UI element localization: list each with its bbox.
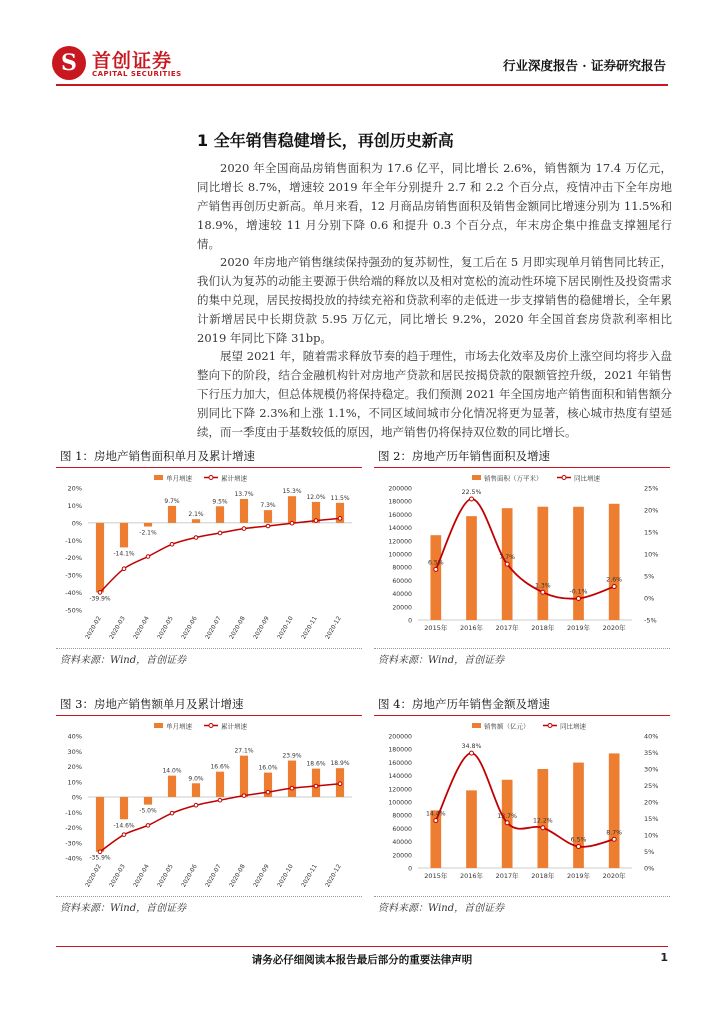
figure-2-source: 资料来源：Wind，首创证券 <box>378 655 505 666</box>
x-tick-label: 2019年 <box>566 624 591 632</box>
line-value-label: 1.3% <box>534 582 551 590</box>
bar-value-label: -14.6% <box>113 822 135 830</box>
x-tick-label: 2020-11 <box>300 615 319 641</box>
x-tick-label: 2016年 <box>459 624 484 632</box>
bar <box>216 772 224 797</box>
y2-tick-label: 40% <box>644 732 659 741</box>
legend-bar-swatch <box>154 475 163 480</box>
bar <box>466 790 477 868</box>
y-tick-label: 10% <box>67 501 82 510</box>
bar-value-label: 12.0% <box>306 493 326 501</box>
x-tick-label: 2020-06 <box>180 863 199 889</box>
y-tick-label: 10% <box>67 778 82 787</box>
y-tick-label: 140000 <box>388 525 412 533</box>
x-tick-label: 2020-10 <box>276 863 295 889</box>
y2-tick-label: 25% <box>644 782 659 790</box>
figure-4-title: 图 4：房地产历年销售金额及增速 <box>378 697 550 711</box>
x-tick-label: 2020-10 <box>276 615 295 641</box>
y2-tick-label: 15% <box>644 528 659 537</box>
figure-3-source: 资料来源：Wind，首创证券 <box>60 903 187 914</box>
paragraph-text: 2020 年全国商品房销售面积为 17.6 亿平，同比增长 2.6%，销售额为 17.4 万亿元，同比增长 8.7%，增速较 2019 年全年分别提升 2.7 和 2.2 个百分点，疫情冲击下全年房地产销售再创历史新高。单月来看，12 月商品房销售面积及销售金额同比增速分别为 11.5%和 18.9%，增速较 11 月分别下降 0.6 和提升 0.3 个百分点，年末房企集中推盘支撑翘尾行情。 <box>197 161 672 251</box>
y-tick-label: -40% <box>65 589 82 598</box>
y2-tick-label: -5% <box>644 616 657 625</box>
bar-value-label: 13.7% <box>234 490 254 498</box>
logo-mark-icon: S <box>52 46 86 80</box>
y-tick-label: -20% <box>65 824 82 832</box>
figure-2-title: 图 2：房地产历年销售面积及增速 <box>378 449 550 463</box>
y2-tick-label: 10% <box>644 550 659 559</box>
bar-value-label: 11.5% <box>330 494 350 502</box>
body-paragraph-2 <box>197 253 672 348</box>
bar <box>96 797 104 852</box>
bar-value-label: -14.1% <box>113 550 135 558</box>
bar-value-label: 7.3% <box>260 502 276 510</box>
y-tick-label: 80000 <box>392 564 412 572</box>
y-tick-label: 30% <box>67 747 82 756</box>
figure-4-source-rule <box>374 896 670 897</box>
y-tick-label: -10% <box>65 808 82 817</box>
bar <box>312 769 320 797</box>
x-tick-label: 2020-04 <box>132 863 151 889</box>
x-tick-label: 2020-07 <box>204 615 223 641</box>
x-tick-label: 2017年 <box>495 872 519 880</box>
bar-value-label: 16.6% <box>210 763 230 771</box>
legend-line-marker <box>562 476 566 480</box>
line-point <box>194 536 198 540</box>
bar-value-label: -2.1% <box>139 529 157 537</box>
line-point <box>290 521 294 525</box>
line-point <box>338 782 342 786</box>
line-point <box>98 850 102 854</box>
legend-bar-label: 单月增速 <box>166 474 192 483</box>
report-type-label: 行业深度报告 · 证券研究报告 <box>502 58 666 73</box>
x-tick-label: 2020-03 <box>108 863 127 889</box>
line-point <box>218 531 222 535</box>
y-tick-label: 60000 <box>392 577 412 585</box>
bar <box>609 753 620 868</box>
paragraph-text: 展望 2021 年，随着需求释放节奏的趋于理性，市场去化效率及房价上涨空间均将步入盘整向下的阶段，结合金融机构针对房地产贷款和居民按揭贷款的限额管控升级，2021 年销售下行压力加大，但总体规模仍将保持稳定。我们预测 2021 年全国房地产销售面积和销售额分别同比下降 2.3%和上涨 1.1%，不同区域间城市分化情况将更为显著，核心城市热度有望延续，而一季度由于基数较低的原因，地产销售仍将保持双位数的同比增长。 <box>197 349 672 439</box>
legal-disclaimer: 请务必仔细阅读本报告最后部分的重要法律声明 <box>251 954 473 966</box>
bar-value-label: 2.1% <box>188 511 204 519</box>
line-point <box>612 837 616 841</box>
bar <box>96 523 104 593</box>
growth-line <box>436 499 614 599</box>
y-tick-label: -30% <box>65 571 82 580</box>
legend-line-marker <box>209 476 213 480</box>
footer-divider <box>56 946 668 947</box>
x-tick-label: 2015年 <box>424 624 448 632</box>
x-tick-label: 2020-07 <box>204 863 223 889</box>
logo-chinese-name: 首创证券 <box>92 50 173 72</box>
body-paragraph-1 <box>197 159 672 254</box>
bar-value-label: 15.3% <box>282 488 302 496</box>
bar <box>573 507 584 620</box>
legend-line-marker <box>209 724 213 728</box>
line-point <box>266 524 270 528</box>
figure-2-source-rule <box>374 648 670 649</box>
figure-1-source-rule <box>56 648 362 649</box>
y-tick-label: 80000 <box>392 812 412 820</box>
line-point <box>470 751 474 755</box>
bar <box>168 776 176 797</box>
y2-tick-label: 0% <box>644 864 655 873</box>
y-tick-label: 20000 <box>392 604 412 612</box>
y-tick-label: 20% <box>67 763 82 771</box>
y2-tick-label: 20% <box>644 506 659 515</box>
figure-3-source-rule <box>56 896 362 897</box>
x-tick-label: 2020-08 <box>228 863 247 889</box>
y-tick-label: 60000 <box>392 825 412 833</box>
bar-value-label: 14.0% <box>162 767 182 775</box>
x-tick-label: 2015年 <box>424 872 448 880</box>
bar <box>264 510 272 523</box>
page-footer <box>0 940 724 970</box>
line-value-label: 22.5% <box>461 489 482 496</box>
x-tick-label: 2018年 <box>531 872 555 880</box>
y-tick-label: 0 <box>408 865 412 873</box>
y-tick-label: 40% <box>67 732 82 741</box>
bar-value-label: 23.9% <box>282 752 302 760</box>
y-tick-label: 200000 <box>388 733 412 741</box>
bar <box>168 506 176 523</box>
figure-1-title: 图 1：房地产销售面积单月及累计增速 <box>60 449 255 463</box>
bar <box>120 523 128 548</box>
y2-tick-label: 10% <box>644 831 659 840</box>
bar-value-label: 9.5% <box>212 498 228 506</box>
line-point <box>242 527 246 531</box>
company-logo <box>52 44 202 84</box>
x-tick-label: 2020年 <box>602 872 626 880</box>
bar <box>430 535 441 620</box>
x-tick-label: 2020-02 <box>84 863 103 889</box>
figure-4-top-rule <box>374 715 670 716</box>
legend-line-marker <box>548 724 552 728</box>
y-tick-label: -30% <box>65 839 82 848</box>
y2-tick-label: 15% <box>644 815 659 823</box>
paragraph-text: 2020 年房地产销售继续保持强劲的复苏韧性，复工后在 5 月即实现单月销售同比转正，我们认为复苏的动能主要源于供给端的释放以及相对宽松的流动性环境下居民刚性及投资需求的集中兑现，居民按揭投放的持续充裕和贷款利率的走低进一步支撑销售的稳健增长，全年累计新增居民中长期贷款 5.95 万亿元，同比增长 9.2%，2020 年全国首套房贷款利率相比 2019 年同比下降 31bp。 <box>197 255 672 345</box>
y-tick-label: 160000 <box>388 511 412 519</box>
bar <box>144 797 152 805</box>
line-point <box>434 567 438 571</box>
line-point <box>314 784 318 788</box>
bar-value-label: 9.0% <box>188 775 204 783</box>
legend-bar-label: 销售面积（万平米） <box>484 474 543 483</box>
line-point <box>242 794 246 798</box>
y-tick-label: 20% <box>67 484 82 493</box>
y-tick-label: 20000 <box>392 852 412 860</box>
y-tick-label: 100000 <box>388 799 412 807</box>
y2-tick-label: 5% <box>644 848 655 856</box>
line-value-label: 6.5% <box>570 836 587 844</box>
line-point <box>470 497 474 501</box>
line-value-label: 8.7% <box>606 829 623 837</box>
section-title: 1 全年销售稳健增长，再创历史新高 <box>197 131 454 150</box>
line-value-label: 6.5% <box>427 559 444 567</box>
line-point <box>122 833 126 837</box>
bar <box>120 797 128 819</box>
legend-bar-swatch <box>154 723 163 728</box>
legend-line-label: 累计增速 <box>221 474 247 483</box>
y-tick-label: 200000 <box>388 485 412 493</box>
x-tick-label: 2020-05 <box>156 863 175 889</box>
bar-value-label: 18.9% <box>330 760 350 768</box>
legend-line-label: 同比增速 <box>574 474 600 483</box>
x-tick-label: 2020-09 <box>252 863 271 889</box>
y-tick-label: 0 <box>408 617 412 625</box>
line-point <box>314 519 318 523</box>
x-tick-label: 2017年 <box>495 624 519 632</box>
y-tick-label: 100000 <box>388 551 412 559</box>
line-point <box>541 590 545 594</box>
y-tick-label: 40000 <box>392 591 412 599</box>
y-tick-label: 140000 <box>388 773 412 781</box>
line-value-label: 13.7% <box>497 812 517 820</box>
line-point <box>505 821 509 825</box>
y-tick-label: 0% <box>71 519 82 528</box>
y2-tick-label: 35% <box>644 749 659 757</box>
x-tick-label: 2020-12 <box>324 615 343 641</box>
x-tick-label: 2020-03 <box>108 615 127 641</box>
bar <box>537 507 548 620</box>
x-tick-label: 2016年 <box>459 872 484 880</box>
figure-2-top-rule <box>374 467 670 468</box>
bar <box>240 756 248 797</box>
bar <box>288 496 296 523</box>
bar <box>192 519 200 523</box>
line-point <box>146 555 150 559</box>
line-point <box>98 591 102 595</box>
line-point <box>290 786 294 790</box>
bar <box>192 783 200 797</box>
x-tick-label: 2018年 <box>531 624 555 632</box>
figure-1-source: 资料来源：Wind，首创证券 <box>60 655 187 666</box>
line-point <box>266 790 270 794</box>
y-tick-label: 40000 <box>392 839 412 847</box>
y2-tick-label: 20% <box>644 798 659 807</box>
figure-4-source: 资料来源：Wind，首创证券 <box>378 903 505 914</box>
x-tick-label: 2020-06 <box>180 615 199 641</box>
line-point <box>194 803 198 807</box>
y-tick-label: 180000 <box>388 498 412 506</box>
legend-bar-swatch <box>472 723 481 728</box>
line-value-label: 7.7% <box>499 554 516 562</box>
y-tick-label: -10% <box>65 536 82 545</box>
y2-tick-label: 25% <box>644 484 659 493</box>
y-tick-label: 120000 <box>388 538 412 546</box>
line-point <box>434 818 438 822</box>
line-point <box>146 824 150 828</box>
bar <box>609 504 620 620</box>
y2-tick-label: 5% <box>644 572 655 581</box>
y-tick-label: 120000 <box>388 786 412 794</box>
bar <box>216 506 224 523</box>
figure-3-title: 图 3：房地产销售额单月及累计增速 <box>60 697 244 711</box>
body-paragraph-3 <box>197 347 672 442</box>
figure-3-top-rule <box>56 715 362 716</box>
figure-4-chart <box>374 718 670 893</box>
line-point <box>612 585 616 589</box>
line-point <box>170 542 174 546</box>
line-point <box>541 826 545 830</box>
line-point <box>577 596 581 600</box>
y2-tick-label: 0% <box>644 594 655 603</box>
x-tick-label: 2020-12 <box>324 863 343 889</box>
bar-value-label: -35.9% <box>89 854 111 862</box>
bar-value-label: 16.0% <box>258 764 278 772</box>
bar-value-label: 27.1% <box>234 747 254 755</box>
line-value-label: 34.8% <box>461 743 482 751</box>
bar <box>466 516 477 620</box>
x-tick-label: 2020-08 <box>228 615 247 641</box>
y-tick-label: 180000 <box>388 746 412 754</box>
logo-english-name: CAPITAL SECURITIES <box>92 70 182 78</box>
y-tick-label: -20% <box>65 554 82 563</box>
header-divider <box>56 84 668 86</box>
line-point <box>218 798 222 802</box>
bar <box>240 499 248 523</box>
legend-bar-label: 单月增速 <box>166 722 192 731</box>
bar <box>573 763 584 868</box>
bar <box>288 761 296 797</box>
line-value-label: 14.4% <box>426 810 446 818</box>
figure-2-chart <box>374 470 670 645</box>
line-point <box>122 567 126 571</box>
legend-line-label: 累计增速 <box>221 722 247 731</box>
y-tick-label: 0% <box>71 793 82 802</box>
legend-bar-label: 销售额（亿元） <box>484 722 530 731</box>
line-point <box>505 562 509 566</box>
page-header <box>0 0 724 86</box>
figure-3-chart <box>56 718 362 893</box>
line-point <box>577 845 581 849</box>
y-tick-label: -50% <box>65 606 82 615</box>
x-tick-label: 2020-02 <box>84 615 103 641</box>
y2-tick-label: 30% <box>644 765 659 774</box>
bar-value-label: -5.0% <box>139 807 157 815</box>
bar-value-label: 18.6% <box>306 760 326 768</box>
x-tick-label: 2020-11 <box>300 863 319 889</box>
bar-value-label: 9.7% <box>164 497 180 505</box>
legend-bar-swatch <box>472 475 481 480</box>
page-number: 1 <box>660 951 668 964</box>
line-value-label: -0.1% <box>569 588 588 596</box>
growth-line <box>436 753 614 847</box>
x-tick-label: 2020-05 <box>156 615 175 641</box>
x-tick-label: 2020-04 <box>132 615 151 641</box>
legend-line-label: 同比增速 <box>560 722 586 731</box>
figure-1-top-rule <box>56 467 362 468</box>
x-tick-label: 2019年 <box>566 872 591 880</box>
line-point <box>170 811 174 815</box>
line-value-label: 2.6% <box>606 576 623 584</box>
bar <box>144 523 152 527</box>
line-point <box>338 517 342 521</box>
bar-value-label: -39.9% <box>89 595 111 603</box>
y-tick-label: -40% <box>65 854 82 863</box>
figure-1-chart <box>56 470 362 645</box>
line-value-label: 12.2% <box>533 817 553 825</box>
x-tick-label: 2020-09 <box>252 615 271 641</box>
cumulative-line <box>100 518 340 592</box>
x-tick-label: 2020年 <box>602 624 626 632</box>
y-tick-label: 160000 <box>388 759 412 767</box>
